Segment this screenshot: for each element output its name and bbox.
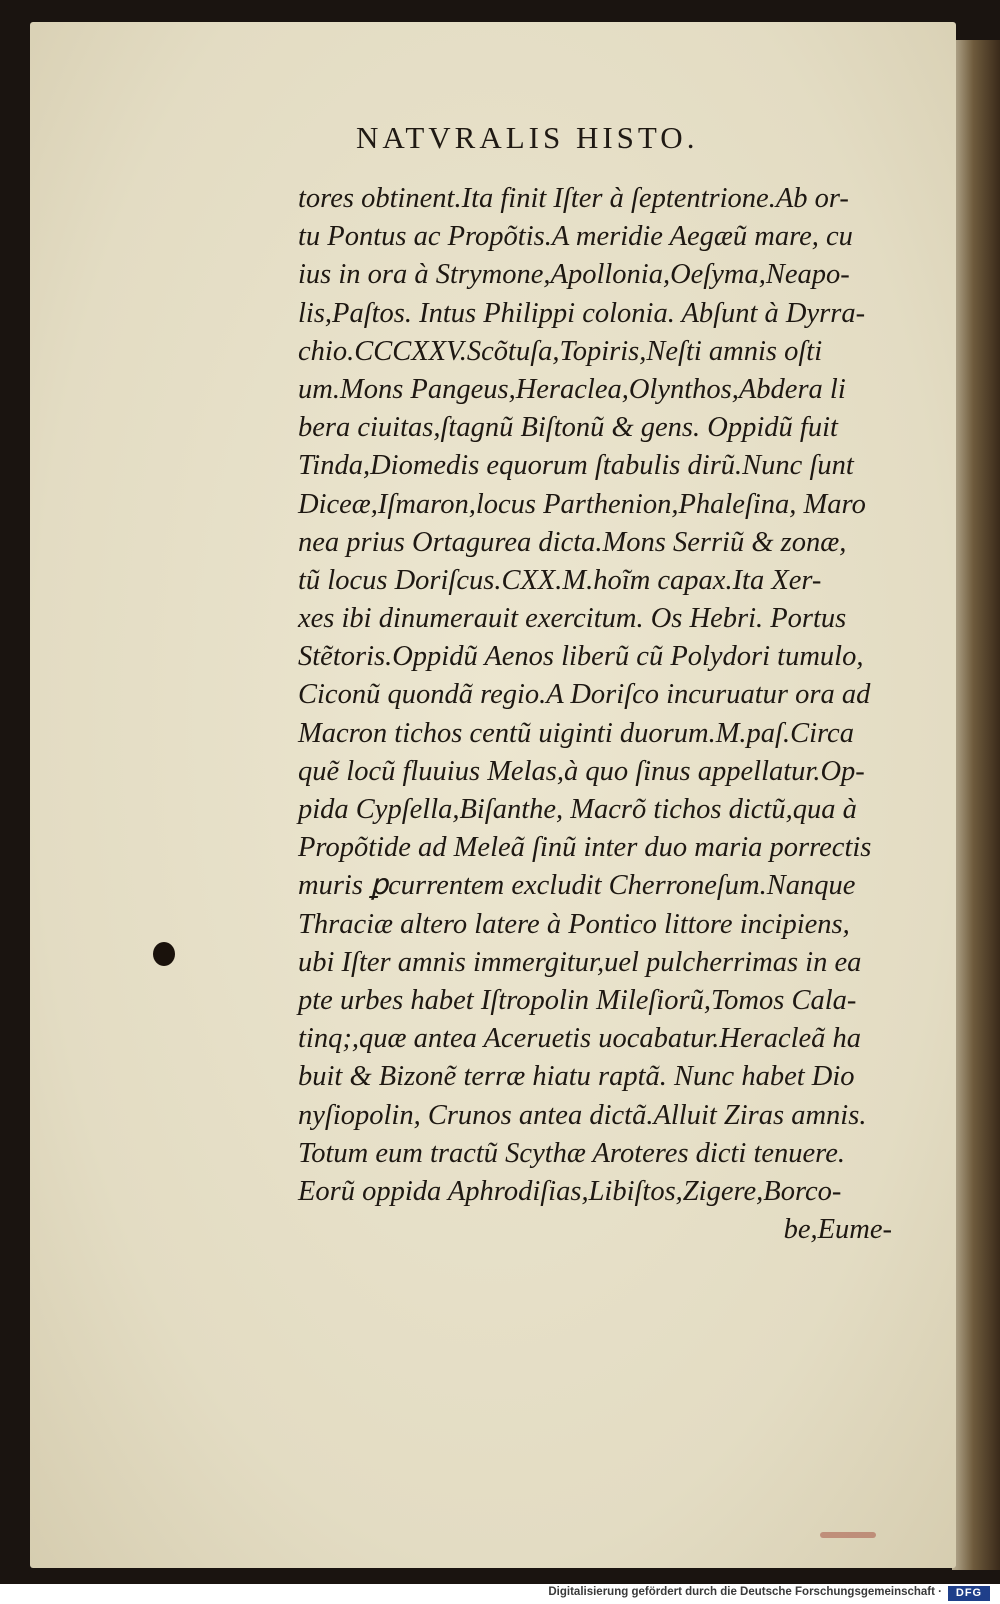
dfg-logo: DFG xyxy=(948,1586,990,1601)
funding-credit: Digitalisierung gefördert durch die Deutsche Forschungsgemeinschaft · xyxy=(548,1586,942,1598)
text-line: ubi Iſter amnis immergitur,uel pulcherrimas in ea xyxy=(298,946,862,978)
text-line: tinq;,quæ antea Aceruetis uocabatur.Heracleã ha xyxy=(298,1023,862,1055)
text-line: Propõtide ad Meleã ſinũ inter duo maria porrectis xyxy=(298,832,872,864)
text-line: Tinda,Diomedis equorum ſtabulis dirũ.Nunc ſunt xyxy=(298,450,854,482)
text-line: pte urbes habet Iſtropolin Mileſiorũ,Tomos Cala- xyxy=(298,984,857,1016)
running-head: NATVRALIS HISTO. xyxy=(356,120,699,155)
text-line: nea prius Ortagurea dicta.Mons Serriũ & zonæ, xyxy=(298,526,847,558)
text-line: Macron tichos centũ uiginti duorum.M.paſ.Circa xyxy=(298,717,854,749)
text-line: chio.CCCXXV.Scõtuſa,Topiris,Neſti amnis oſti xyxy=(298,335,823,367)
text-line: nyſiopolin, Crunos antea dictã.Alluit Ziras amnis. xyxy=(298,1099,867,1131)
catchword: be,Eume- xyxy=(783,1214,892,1246)
text-line: Eorũ oppida Aphrodiſias,Libiſtos,Zigere,Borco- xyxy=(298,1175,842,1207)
text-line: xes ibi dinumerauit exercitum. Os Hebri. Portus xyxy=(298,603,847,635)
text-line: um.Mons Pangeus,Heraclea,Olynthos,Abdera li xyxy=(298,373,846,405)
text-line: tores obtinent.Ita finit Iſter à ſeptentrione.Ab or- xyxy=(298,183,849,214)
edge-stain xyxy=(820,1532,876,1538)
text-line: quẽ locũ fluuius Melas,à quo ſinus appellatur.Op- xyxy=(298,755,865,787)
text-line: Diceæ,Iſmaron,locus Parthenion,Phaleſina, Maro xyxy=(298,488,866,520)
text-line: buit & Bizonẽ terræ hiatu raptã. Nunc habet Dio xyxy=(298,1061,855,1093)
text-line: lis,Paſtos. Intus Philippi colonia. Abſunt à Dyrra- xyxy=(298,297,866,329)
text-line: Ciconũ quondã regio.A Doriſco incuruatur ora ad xyxy=(298,679,871,711)
text-line: tũ locus Doriſcus.CXX.M.hoĩm capax.Ita Xer- xyxy=(298,564,822,596)
text-line: bera ciuitas,ſtagnũ Biſtonũ & gens. Oppidũ fuit xyxy=(298,412,838,444)
footer-bar xyxy=(0,1584,1000,1604)
text-line: Stẽtoris.Oppidũ Aenos liberũ cũ Polydori tumulo, xyxy=(298,641,864,673)
text-line: tu Pontus ac Propõtis.A meridie Aegæũ mare, cu xyxy=(298,221,853,253)
ink-blot xyxy=(153,942,175,966)
text-line: muris ꝑcurrentem excludit Cherroneſum.Nanque xyxy=(298,870,856,902)
text-line: Totum eum tractũ Scythæ Aroteres dicti tenuere. xyxy=(298,1137,845,1169)
page-edge xyxy=(952,40,1000,1570)
text-line: Thraciæ altero latere à Pontico littore incipiens, xyxy=(298,908,850,940)
text-block xyxy=(298,180,898,1249)
text-line: ius in ora à Strymone,Apollonia,Oeſyma,Neapo- xyxy=(298,259,850,291)
text-line: pida Cypſella,Biſanthe, Macrõ tichos dictũ,qua à xyxy=(298,794,857,825)
